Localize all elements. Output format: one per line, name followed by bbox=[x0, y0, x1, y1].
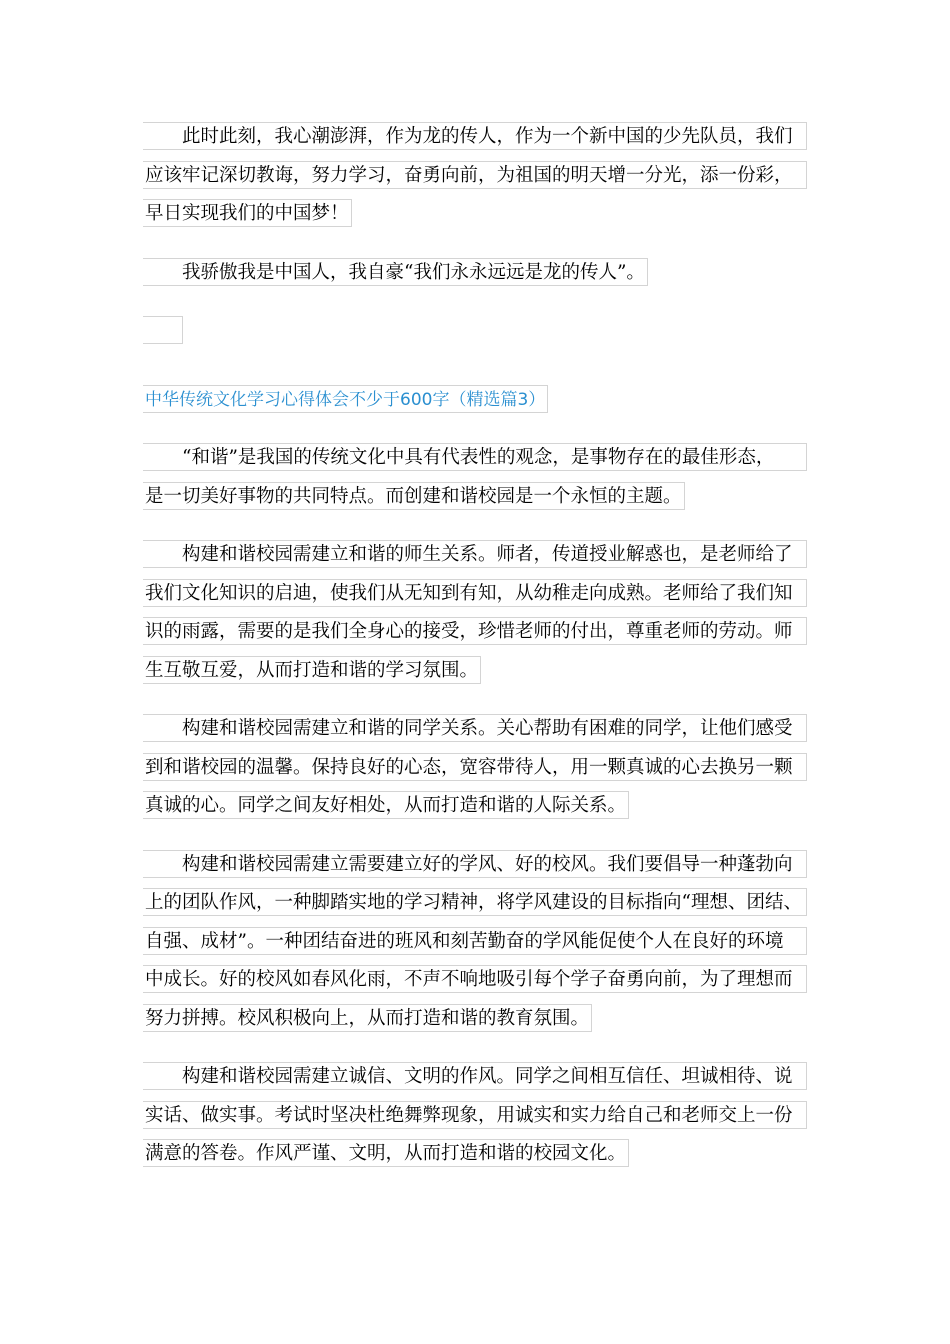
text-line: “和谐”是我国的传统文化中具有代表性的观念，是事物存在的最佳形态， bbox=[143, 443, 807, 471]
text-line: 构建和谐校园需建立诚信、文明的作风。同学之间相互信任、坦诚相待、说 bbox=[143, 1062, 807, 1090]
document-page bbox=[143, 122, 807, 1198]
text-line: 中成长。好的校风如春风化雨，不声不响地吸引每个学子奋勇向前，为了理想而 bbox=[143, 965, 807, 993]
text-line: 到和谐校园的温馨。保持良好的心态，宽容带待人，用一颗真诚的心去换另一颗 bbox=[143, 753, 807, 781]
paragraph bbox=[143, 258, 807, 297]
text-line: 我们文化知识的启迪，使我们从无知到有知，从幼稚走向成熟。老师给了我们知 bbox=[143, 579, 807, 607]
text-line: 应该牢记深切教诲，努力学习，奋勇向前，为祖国的明天增一分光，添一份彩， bbox=[143, 161, 807, 189]
text-line: 此时此刻，我心潮澎湃，作为龙的传人，作为一个新中国的少先队员，我们 bbox=[143, 122, 807, 150]
text-line: 我骄傲我是中国人，我自豪“我们永永远远是龙的传人”。 bbox=[143, 258, 648, 286]
text-line: 构建和谐校园需建立和谐的师生关系。师者，传道授业解惑也，是老师给了 bbox=[143, 540, 807, 568]
text-line: 满意的答卷。作风严谨、文明，从而打造和谐的校园文化。 bbox=[143, 1139, 629, 1167]
text-line: 识的雨露，需要的是我们全身心的接受，珍惜老师的付出，尊重老师的劳动。师 bbox=[143, 617, 807, 645]
text-line: 构建和谐校园需建立需要建立好的学风、好的校风。我们要倡导一种蓬勃向 bbox=[143, 850, 807, 878]
text-line: 是一切美好事物的共同特点。而创建和谐校园是一个永恒的主题。 bbox=[143, 482, 685, 510]
text-line: 自强、成材”。一种团结奋进的班风和刻苦勤奋的学风能促使个人在良好的环境 bbox=[143, 927, 807, 955]
text-line: 上的团队作风，一种脚踏实地的学习精神，将学风建设的目标指向“理想、团结、 bbox=[143, 888, 807, 916]
paragraph bbox=[143, 122, 807, 238]
empty-line bbox=[143, 316, 183, 344]
section-heading bbox=[143, 385, 807, 424]
text-line: 真诚的心。同学之间友好相处，从而打造和谐的人际关系。 bbox=[143, 791, 629, 819]
text-line: 努力拼搏。校风积极向上，从而打造和谐的教育氛围。 bbox=[143, 1004, 592, 1032]
text-line: 早日实现我们的中国梦！ bbox=[143, 199, 352, 227]
heading-text: 中华传统文化学习心得体会不少于600字（精选篇3） bbox=[143, 385, 548, 413]
text-line: 生互敬互爱，从而打造和谐的学习氛围。 bbox=[143, 656, 481, 684]
text-line: 实话、做实事。考试时坚决杜绝舞弊现象，用诚实和实力给自己和老师交上一份 bbox=[143, 1101, 807, 1129]
paragraph bbox=[143, 540, 807, 694]
paragraph bbox=[143, 714, 807, 830]
paragraph bbox=[143, 1062, 807, 1178]
empty-paragraph bbox=[143, 316, 807, 355]
paragraph bbox=[143, 443, 807, 520]
text-line: 构建和谐校园需建立和谐的同学关系。关心帮助有困难的同学，让他们感受 bbox=[143, 714, 807, 742]
paragraph bbox=[143, 850, 807, 1043]
